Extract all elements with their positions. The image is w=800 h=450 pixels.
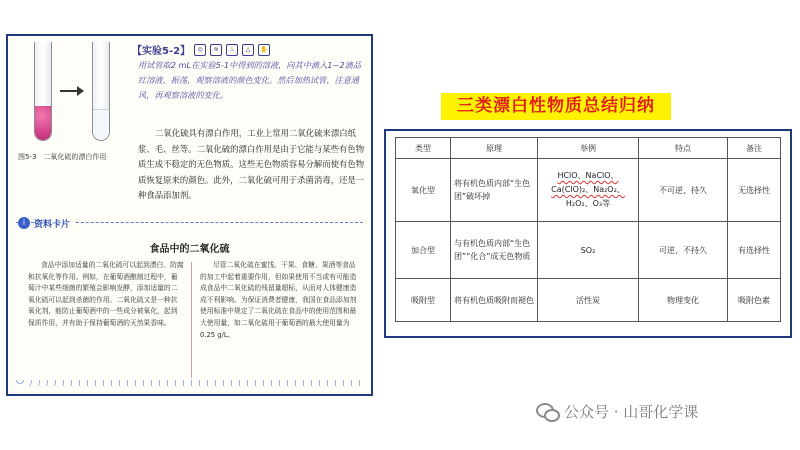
hot-icon: ♨ bbox=[226, 44, 238, 56]
ventilation-icon: ≋ bbox=[210, 44, 222, 56]
cell-note: 无选择性 bbox=[728, 159, 781, 222]
wave-border-decoration bbox=[16, 380, 363, 386]
cell-example: SO₂ bbox=[538, 222, 639, 279]
table-row bbox=[396, 222, 781, 279]
arrow-icon bbox=[60, 90, 82, 92]
cell-note: 吸附色素 bbox=[728, 279, 781, 322]
summary-table-panel bbox=[384, 129, 792, 338]
wash-hands-icon: ✋ bbox=[258, 44, 270, 56]
watermark-text: 公众号 · 山哥化学课 bbox=[564, 403, 699, 421]
body-paragraph: 二氧化硫具有漂白作用，工业上常用二氧化硫来漂白纸浆、毛、丝等。二氧化硫的漂白作用是由于它能与某些有色物质生成不稳定的无色物质。这些无色物质容易分解而使有色物质恢复原来的颜色。此外，二氧化硫可用于杀菌消毒，还是一种食品添加剂。 bbox=[138, 128, 365, 200]
example-line: Ca(ClO)₂、Na₂O₂、 bbox=[551, 185, 625, 194]
card-label: 资料卡片 bbox=[34, 217, 74, 230]
cell-feature: 不可逆、持久 bbox=[639, 159, 728, 222]
example-line: HClO、NaClO、 bbox=[557, 171, 619, 180]
cell-type: 加合型 bbox=[396, 222, 451, 279]
header-example: 举例 bbox=[538, 138, 639, 159]
cell-type: 氧化型 bbox=[396, 159, 451, 222]
header-principle: 原理 bbox=[451, 138, 538, 159]
textbook-excerpt-panel bbox=[6, 34, 373, 396]
cell-principle: 将有机色质吸附而褪色 bbox=[451, 279, 538, 322]
experiment-header bbox=[132, 42, 270, 57]
cell-feature: 可逆、不持久 bbox=[639, 222, 728, 279]
cell-principle: 将有机色质内部“生色团”破坏掉 bbox=[451, 159, 538, 222]
experiment-text: 用试管取2 mL在实验5-1中得到的溶液，向其中滴入1~2滴品红溶液，振荡，观察溶液的颜色变化。然后加热试管，注意通风，再观察溶液的变化。 bbox=[138, 60, 361, 100]
warning-icon: △ bbox=[242, 44, 254, 56]
header-type: 类型 bbox=[396, 138, 451, 159]
cell-example: 活性炭 bbox=[538, 279, 639, 322]
cell-type: 吸附型 bbox=[396, 279, 451, 322]
figure-caption: 图5-3 二氧化硫的漂白作用 bbox=[18, 153, 107, 161]
watermark bbox=[536, 401, 698, 422]
wechat-icon bbox=[536, 403, 558, 421]
cell-note: 有选择性 bbox=[728, 222, 781, 279]
table-row bbox=[396, 279, 781, 322]
info-card-icon: i bbox=[18, 217, 30, 229]
cell-feature: 物理变化 bbox=[639, 279, 728, 322]
table-header-row bbox=[396, 138, 781, 159]
table-row bbox=[396, 159, 781, 222]
cell-example bbox=[538, 159, 639, 222]
pink-solution bbox=[35, 106, 51, 140]
card-title: 食品中的二氧化硫 bbox=[149, 244, 230, 255]
bleaching-summary-table bbox=[395, 137, 781, 322]
header-feature: 特点 bbox=[639, 138, 728, 159]
column-divider bbox=[191, 262, 192, 378]
colorless-solution bbox=[93, 109, 109, 140]
test-tube-pink-solution bbox=[34, 42, 52, 141]
card-text-column-1: 食品中添加适量的二氧化硫可以起到漂白、防腐和抗氧化等作用。例如，在葡萄酒酿制过程中，葡萄汁中某些细菌的繁殖会影响发酵，添加适量的二氧化硫可以起到杀菌的作用。二氧化硫又是一种抗氧化剂，能防止葡萄酒中的一些成分被氧化，起到保质作用，并有助于保持葡萄酒的天然果香味。 bbox=[28, 261, 184, 327]
summary-title: 三类漂白性物质总结归纳 bbox=[441, 93, 671, 120]
goggles-icon: ◎ bbox=[194, 44, 206, 56]
card-text-column-2: 尽管二氧化硫在蜜饯、干果、食糖、果酒等食品的加工中起着重要作用，但如果使用不当或有可能造成食品中二氧化硫的残留量超标，从而对人体健康造成不利影响。为保证消费者健康，我国在食品添加剂使用标准中规定了二氧化硫在食品中的使用范围和最大使用量，如二氧化硫用于葡萄酒的最大使用量为0.25 g/L。 bbox=[200, 261, 357, 339]
test-tube-colorless-solution bbox=[92, 42, 110, 141]
example-line: H₂O₂、O₃等 bbox=[565, 199, 611, 208]
experiment-label: 【实验5-2】 bbox=[132, 46, 191, 57]
header-note: 备注 bbox=[728, 138, 781, 159]
cell-principle: 与有机色质内部“生色团”“化合”成无色物质 bbox=[451, 222, 538, 279]
